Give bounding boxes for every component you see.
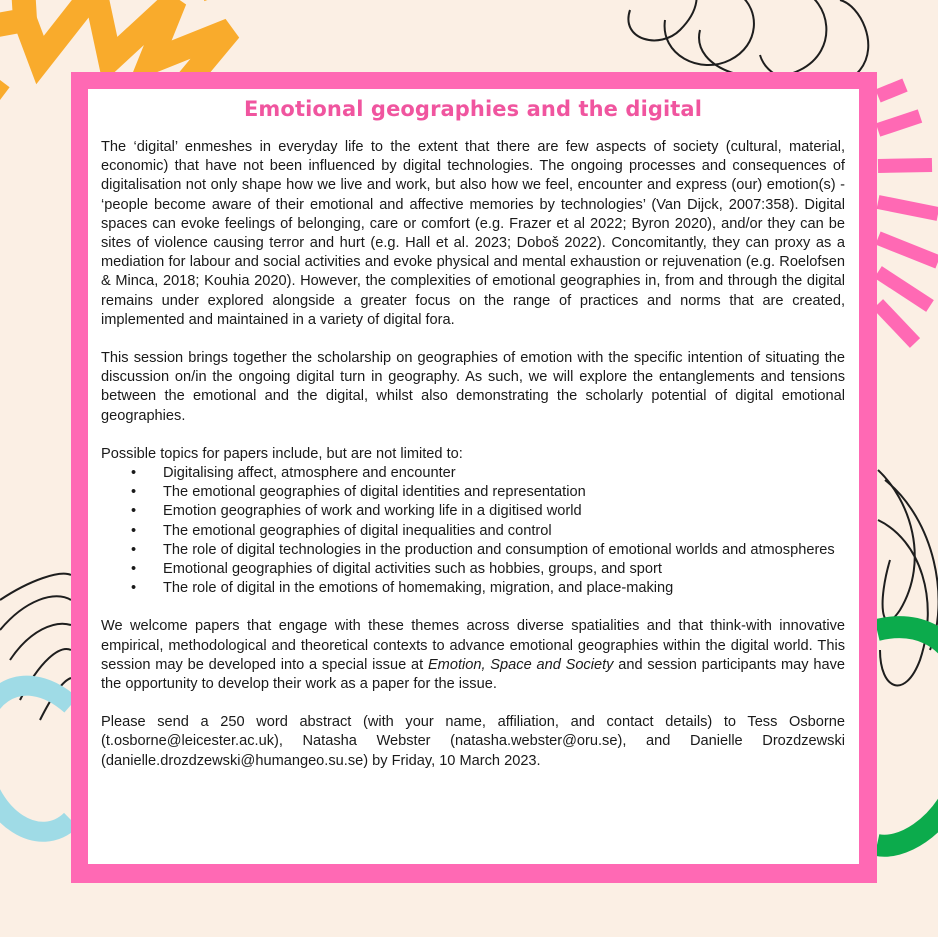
list-item: • The role of digital technologies in the production and consumption of emotional worlds and atmospheres [101,541,845,560]
list-item: • The role of digital in the emotions of homemaking, migration, and place-making [101,579,845,598]
blue-arc-shape [0,686,71,832]
welcome-text-end: and session participants may have the opportunity to develop their work as a paper for the issue. [101,656,846,693]
green-ring-shape [877,627,938,846]
topics-list [101,464,845,598]
list-item: • Emotional geographies of digital activities such as hobbies, groups, and sport [101,560,845,579]
page-title: Emotional geographies and the digital [243,97,703,121]
welcome-paragraph [101,617,845,694]
topics-intro: Possible topics for papers include, but are not limited to: [101,445,463,462]
list-item: • The emotional geographies of digital identities and representation [101,483,845,502]
submission-paragraph: Please send a 250 word abstract (with your name, affiliation, and contact details) to Tess Osborne (t.osborne@leicester.ac.uk), Natasha Webster (natasha.webster@oru.se), and Danielle Drozdzewski (danielle.drozdzewski@humangeo.su.se) by Friday, 10 March 2023. [101,714,845,769]
list-item: • The emotional geographies of digital inequalities and control [101,522,845,541]
list-item: • Emotion geographies of work and working life in a digitised world [101,502,845,521]
session-paragraph: This session brings together the scholarship on geographies of emotion with the specific intention of situating the discussion on/in the ongoing digital turn in geography. As such, we will explore the entanglements and tensions between the emotional and the digital, whilst also demonstrating the scholarly potential of digital emotional geographies. [101,350,845,424]
call-for-papers-card [88,89,859,864]
scribble-right-shape [878,470,938,685]
intro-paragraph: The ‘digital’ enmeshes in everyday life to the extent that there are few aspects of society (cultural, material, economic) that have not been influenced by digital technologies. The ongoing processes and consequences of digitalisation not only shape how we live and work, but also how we feel, encounter and express (our) emotion(s) - ‘people become aware of their emotional and affective memories by technologies’ (Van Dijck, 2007:358). Digital spaces can evoke feelings of belonging, care or comfort (e.g. Frazer et al 2022; Byron 2020), and/or they can be sites of violence causing terror and hurt (e.g. Hall et al. 2023; Doboš 2022). Concomitantly, they can proxy as a mediation for labour and social activities and evoke physical and mental exhaustion or rejuvenation (e.g. Roelofsen & Minca, 2018; Kouhia 2020). However, the complexities of emotional geographies in, from and through the digital remains under explored alongside a greater focus on the range of practices and norms that are created, implemented and maintained in a variety of digital fora. [101,139,845,328]
list-item: • Digitalising affect, atmosphere and encounter [101,464,845,483]
pink-sunburst-shape [878,85,938,343]
welcome-text-start: We welcome papers that engage with these themes across diverse spatialities and that think-with innovative empirical, methodological and theoretical contexts to advance emotional geographies within the digital world. This session may be developed into a special issue at [101,618,845,673]
journal-name: Emotion, Space and Society [427,656,614,673]
